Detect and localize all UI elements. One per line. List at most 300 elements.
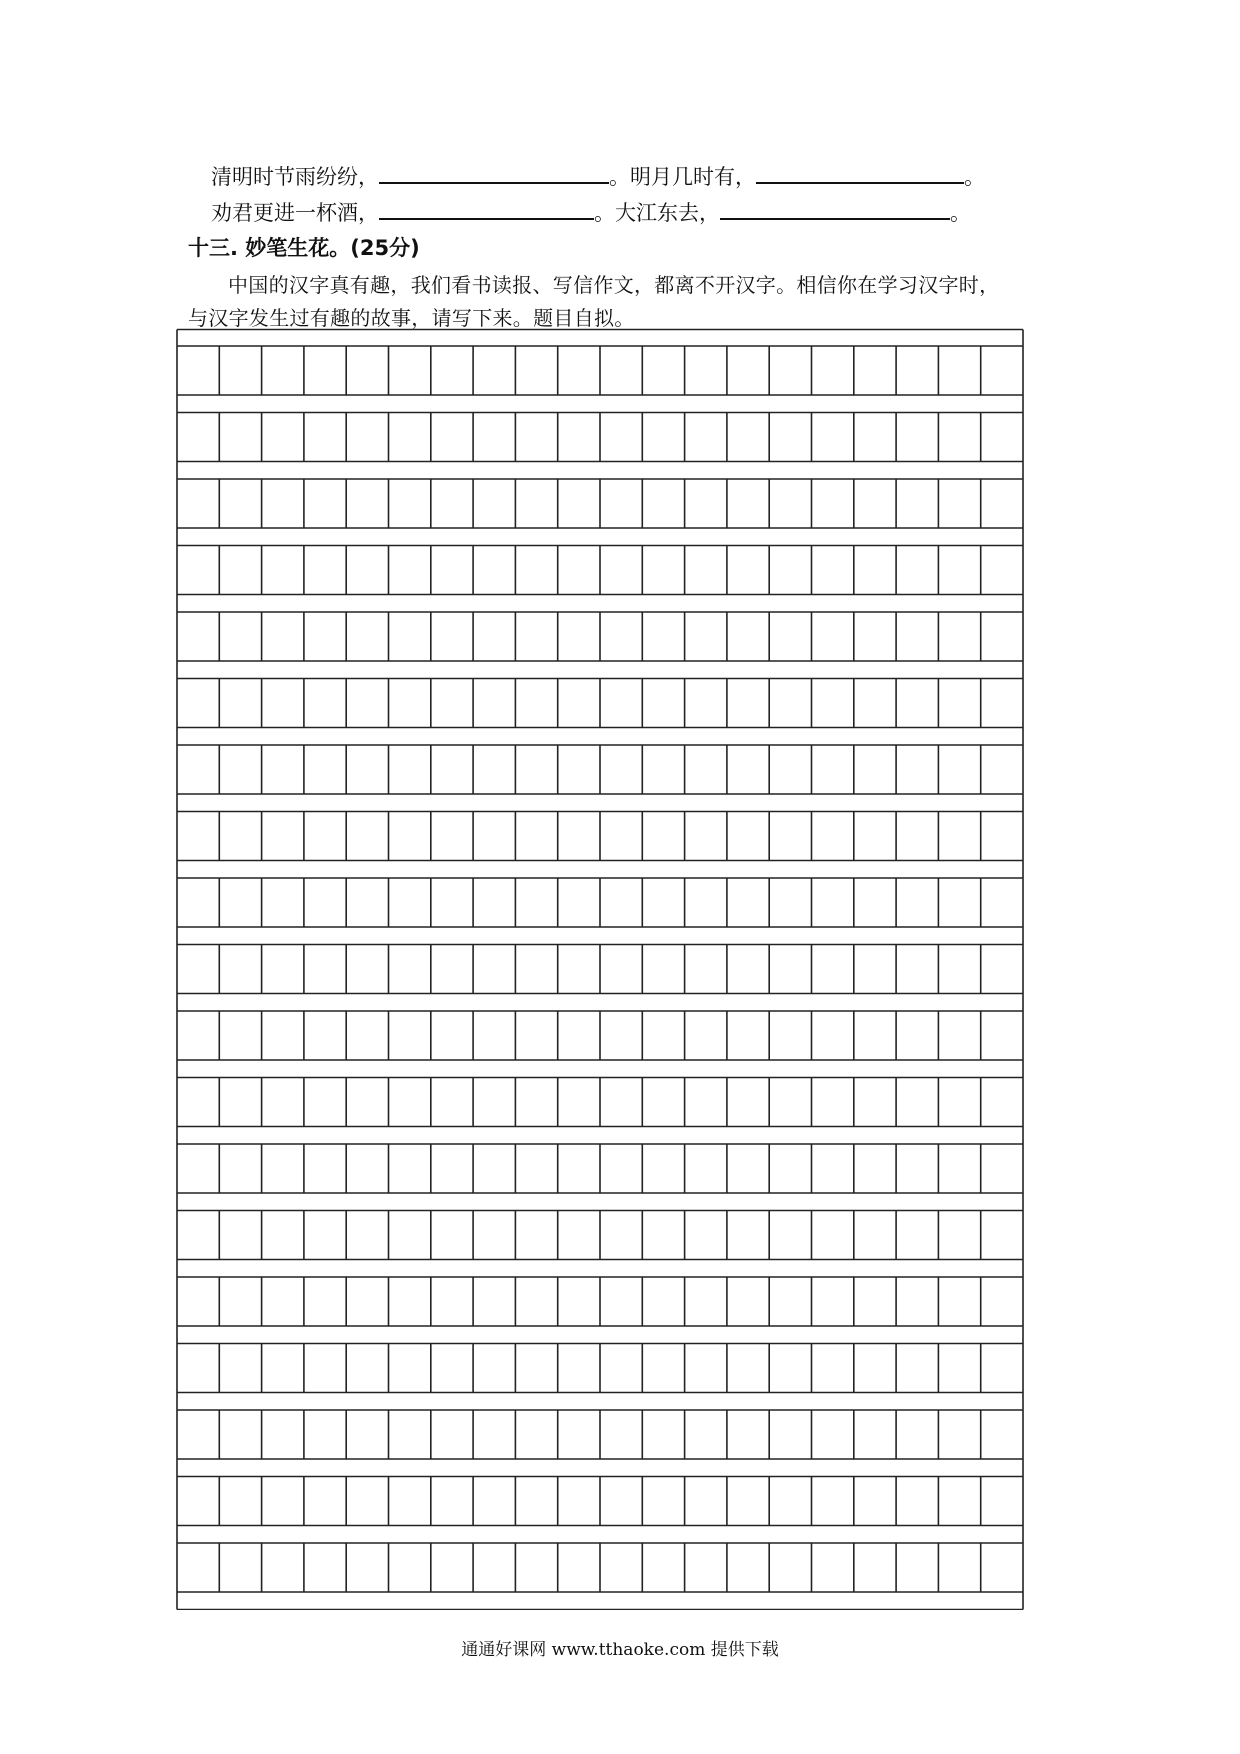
grid-cell[interactable] [558, 546, 600, 595]
grid-cell[interactable] [769, 1477, 811, 1526]
grid-cell[interactable] [642, 745, 684, 794]
grid-cell[interactable] [304, 1344, 346, 1393]
grid-cell[interactable] [431, 1344, 473, 1393]
grid-cell[interactable] [981, 1543, 1023, 1592]
grid-cell[interactable] [431, 413, 473, 462]
grid-cell[interactable] [685, 1477, 727, 1526]
grid-cell[interactable] [304, 1277, 346, 1326]
grid-cell[interactable] [938, 413, 980, 462]
grid-cell[interactable] [896, 1144, 938, 1193]
grid-cell[interactable] [854, 1211, 896, 1260]
grid-cell[interactable] [515, 745, 557, 794]
grid-cell[interactable] [304, 546, 346, 595]
grid-cell[interactable] [854, 546, 896, 595]
grid-cell[interactable] [854, 413, 896, 462]
grid-cell[interactable] [727, 745, 769, 794]
grid-cell[interactable] [558, 878, 600, 927]
grid-cell[interactable] [854, 945, 896, 994]
grid-cell[interactable] [219, 612, 261, 661]
grid-cell[interactable] [431, 346, 473, 395]
grid-cell[interactable] [685, 1410, 727, 1459]
grid-cell[interactable] [769, 1211, 811, 1260]
grid-cell[interactable] [473, 1078, 515, 1127]
grid-cell[interactable] [769, 679, 811, 728]
grid-cell[interactable] [515, 346, 557, 395]
grid-cell[interactable] [389, 346, 431, 395]
grid-cell[interactable] [473, 945, 515, 994]
grid-cell[interactable] [896, 945, 938, 994]
grid-cell[interactable] [262, 812, 304, 861]
grid-cell[interactable] [219, 1078, 261, 1127]
grid-cell[interactable] [600, 1277, 642, 1326]
grid-cell[interactable] [558, 1477, 600, 1526]
grid-cell[interactable] [769, 413, 811, 462]
grid-cell[interactable] [473, 878, 515, 927]
grid-cell[interactable] [727, 1144, 769, 1193]
grid-cell[interactable] [896, 679, 938, 728]
grid-cell[interactable] [854, 745, 896, 794]
grid-cell[interactable] [515, 546, 557, 595]
grid-cell[interactable] [389, 812, 431, 861]
grid-cell[interactable] [219, 945, 261, 994]
grid-cell[interactable] [685, 1344, 727, 1393]
grid-cell[interactable] [600, 479, 642, 528]
poem-blank-2[interactable] [756, 164, 964, 184]
grid-cell[interactable] [473, 812, 515, 861]
grid-cell[interactable] [685, 546, 727, 595]
grid-cell[interactable] [981, 1477, 1023, 1526]
grid-cell[interactable] [304, 1477, 346, 1526]
grid-cell[interactable] [600, 346, 642, 395]
grid-cell[interactable] [346, 1543, 388, 1592]
grid-cell[interactable] [727, 346, 769, 395]
grid-cell[interactable] [685, 479, 727, 528]
grid-cell[interactable] [558, 1410, 600, 1459]
grid-cell[interactable] [769, 745, 811, 794]
grid-cell[interactable] [262, 1543, 304, 1592]
grid-cell[interactable] [431, 1011, 473, 1060]
grid-cell[interactable] [938, 945, 980, 994]
grid-cell[interactable] [431, 1543, 473, 1592]
grid-cell[interactable] [769, 945, 811, 994]
grid-cell[interactable] [515, 679, 557, 728]
grid-cell[interactable] [219, 812, 261, 861]
grid-cell[interactable] [600, 1078, 642, 1127]
grid-cell[interactable] [346, 479, 388, 528]
grid-cell[interactable] [177, 1477, 219, 1526]
grid-cell[interactable] [431, 479, 473, 528]
grid-cell[interactable] [812, 1410, 854, 1459]
grid-cell[interactable] [812, 479, 854, 528]
grid-cell[interactable] [389, 1078, 431, 1127]
grid-cell[interactable] [177, 679, 219, 728]
grid-cell[interactable] [473, 745, 515, 794]
grid-cell[interactable] [515, 945, 557, 994]
grid-cell[interactable] [896, 346, 938, 395]
grid-cell[interactable] [727, 546, 769, 595]
grid-cell[interactable] [642, 1543, 684, 1592]
grid-cell[interactable] [346, 1477, 388, 1526]
grid-cell[interactable] [219, 1144, 261, 1193]
grid-cell[interactable] [938, 1078, 980, 1127]
grid-cell[interactable] [515, 1078, 557, 1127]
grid-cell[interactable] [177, 878, 219, 927]
grid-cell[interactable] [177, 1543, 219, 1592]
grid-cell[interactable] [727, 1477, 769, 1526]
grid-cell[interactable] [938, 1211, 980, 1260]
grid-cell[interactable] [642, 1344, 684, 1393]
grid-cell[interactable] [346, 1344, 388, 1393]
grid-cell[interactable] [431, 745, 473, 794]
grid-cell[interactable] [177, 479, 219, 528]
grid-cell[interactable] [685, 945, 727, 994]
grid-cell[interactable] [262, 546, 304, 595]
grid-cell[interactable] [812, 679, 854, 728]
grid-cell[interactable] [177, 1011, 219, 1060]
grid-cell[interactable] [515, 612, 557, 661]
grid-cell[interactable] [812, 1078, 854, 1127]
grid-cell[interactable] [981, 1011, 1023, 1060]
grid-cell[interactable] [389, 1344, 431, 1393]
grid-cell[interactable] [685, 679, 727, 728]
grid-cell[interactable] [558, 1011, 600, 1060]
grid-cell[interactable] [769, 546, 811, 595]
grid-cell[interactable] [219, 546, 261, 595]
grid-cell[interactable] [473, 1344, 515, 1393]
grid-cell[interactable] [769, 1543, 811, 1592]
grid-cell[interactable] [854, 679, 896, 728]
grid-cell[interactable] [642, 1011, 684, 1060]
grid-cell[interactable] [177, 945, 219, 994]
grid-cell[interactable] [558, 346, 600, 395]
grid-cell[interactable] [304, 413, 346, 462]
grid-cell[interactable] [642, 679, 684, 728]
grid-cell[interactable] [600, 1543, 642, 1592]
grid-cell[interactable] [473, 346, 515, 395]
grid-cell[interactable] [854, 1277, 896, 1326]
grid-cell[interactable] [304, 1144, 346, 1193]
grid-cell[interactable] [727, 679, 769, 728]
grid-cell[interactable] [981, 1211, 1023, 1260]
grid-cell[interactable] [812, 1344, 854, 1393]
grid-cell[interactable] [558, 1543, 600, 1592]
grid-cell[interactable] [346, 1144, 388, 1193]
grid-cell[interactable] [769, 1344, 811, 1393]
grid-cell[interactable] [304, 1211, 346, 1260]
grid-cell[interactable] [515, 1211, 557, 1260]
grid-cell[interactable] [558, 413, 600, 462]
grid-cell[interactable] [642, 612, 684, 661]
grid-cell[interactable] [896, 878, 938, 927]
grid-cell[interactable] [854, 1410, 896, 1459]
grid-cell[interactable] [177, 346, 219, 395]
grid-cell[interactable] [769, 346, 811, 395]
grid-cell[interactable] [938, 346, 980, 395]
grid-cell[interactable] [473, 546, 515, 595]
grid-cell[interactable] [812, 812, 854, 861]
grid-cell[interactable] [981, 1410, 1023, 1459]
grid-cell[interactable] [515, 479, 557, 528]
grid-cell[interactable] [558, 479, 600, 528]
grid-cell[interactable] [896, 1011, 938, 1060]
grid-cell[interactable] [642, 479, 684, 528]
grid-cell[interactable] [304, 679, 346, 728]
grid-cell[interactable] [177, 612, 219, 661]
grid-cell[interactable] [600, 612, 642, 661]
grid-cell[interactable] [558, 679, 600, 728]
grid-cell[interactable] [473, 1477, 515, 1526]
grid-cell[interactable] [346, 546, 388, 595]
grid-cell[interactable] [262, 1011, 304, 1060]
grid-cell[interactable] [473, 1543, 515, 1592]
grid-cell[interactable] [685, 1277, 727, 1326]
grid-cell[interactable] [600, 1011, 642, 1060]
grid-cell[interactable] [642, 878, 684, 927]
grid-cell[interactable] [685, 1543, 727, 1592]
poem-blank-3[interactable] [379, 200, 594, 220]
grid-cell[interactable] [219, 1410, 261, 1459]
grid-cell[interactable] [685, 413, 727, 462]
grid-cell[interactable] [177, 413, 219, 462]
grid-cell[interactable] [262, 1144, 304, 1193]
grid-cell[interactable] [177, 1211, 219, 1260]
grid-cell[interactable] [938, 679, 980, 728]
grid-cell[interactable] [558, 612, 600, 661]
grid-cell[interactable] [219, 679, 261, 728]
grid-cell[interactable] [812, 1144, 854, 1193]
grid-cell[interactable] [262, 612, 304, 661]
grid-cell[interactable] [262, 1211, 304, 1260]
grid-cell[interactable] [812, 546, 854, 595]
grid-cell[interactable] [177, 1344, 219, 1393]
grid-cell[interactable] [938, 1410, 980, 1459]
grid-cell[interactable] [389, 1011, 431, 1060]
grid-cell[interactable] [346, 679, 388, 728]
grid-cell[interactable] [558, 745, 600, 794]
grid-cell[interactable] [727, 812, 769, 861]
grid-cell[interactable] [981, 878, 1023, 927]
grid-cell[interactable] [812, 612, 854, 661]
grid-cell[interactable] [473, 479, 515, 528]
poem-blank-4[interactable] [720, 200, 950, 220]
grid-cell[interactable] [304, 346, 346, 395]
grid-cell[interactable] [473, 1211, 515, 1260]
grid-cell[interactable] [642, 1144, 684, 1193]
grid-cell[interactable] [896, 1344, 938, 1393]
grid-cell[interactable] [854, 1477, 896, 1526]
grid-cell[interactable] [600, 1477, 642, 1526]
grid-cell[interactable] [981, 346, 1023, 395]
grid-cell[interactable] [262, 1410, 304, 1459]
grid-cell[interactable] [727, 1543, 769, 1592]
grid-cell[interactable] [854, 1011, 896, 1060]
grid-cell[interactable] [727, 1211, 769, 1260]
grid-cell[interactable] [431, 679, 473, 728]
grid-cell[interactable] [600, 1144, 642, 1193]
grid-cell[interactable] [431, 1078, 473, 1127]
grid-cell[interactable] [896, 546, 938, 595]
grid-cell[interactable] [896, 612, 938, 661]
grid-cell[interactable] [600, 679, 642, 728]
grid-cell[interactable] [981, 679, 1023, 728]
grid-cell[interactable] [389, 1410, 431, 1459]
grid-cell[interactable] [727, 878, 769, 927]
grid-cell[interactable] [685, 1211, 727, 1260]
grid-cell[interactable] [431, 1144, 473, 1193]
grid-cell[interactable] [727, 945, 769, 994]
grid-cell[interactable] [262, 346, 304, 395]
grid-cell[interactable] [219, 1277, 261, 1326]
grid-cell[interactable] [685, 1011, 727, 1060]
grid-cell[interactable] [389, 413, 431, 462]
grid-cell[interactable] [854, 812, 896, 861]
grid-cell[interactable] [473, 413, 515, 462]
grid-cell[interactable] [981, 1144, 1023, 1193]
grid-cell[interactable] [896, 413, 938, 462]
grid-cell[interactable] [219, 878, 261, 927]
grid-cell[interactable] [938, 1011, 980, 1060]
grid-cell[interactable] [938, 1344, 980, 1393]
grid-cell[interactable] [896, 812, 938, 861]
grid-cell[interactable] [812, 1277, 854, 1326]
grid-cell[interactable] [262, 413, 304, 462]
grid-cell[interactable] [896, 1543, 938, 1592]
grid-cell[interactable] [600, 546, 642, 595]
grid-cell[interactable] [558, 1344, 600, 1393]
grid-cell[interactable] [346, 413, 388, 462]
grid-cell[interactable] [727, 479, 769, 528]
writing-grid[interactable] [176, 327, 1024, 1610]
grid-cell[interactable] [642, 546, 684, 595]
grid-cell[interactable] [812, 1543, 854, 1592]
grid-cell[interactable] [812, 1211, 854, 1260]
grid-cell[interactable] [515, 413, 557, 462]
grid-cell[interactable] [896, 1477, 938, 1526]
grid-cell[interactable] [431, 546, 473, 595]
grid-cell[interactable] [431, 1211, 473, 1260]
grid-cell[interactable] [389, 612, 431, 661]
grid-cell[interactable] [177, 1144, 219, 1193]
grid-cell[interactable] [642, 945, 684, 994]
grid-cell[interactable] [262, 1078, 304, 1127]
grid-cell[interactable] [346, 812, 388, 861]
grid-cell[interactable] [262, 945, 304, 994]
grid-cell[interactable] [685, 346, 727, 395]
grid-cell[interactable] [896, 1211, 938, 1260]
grid-cell[interactable] [642, 1277, 684, 1326]
grid-cell[interactable] [600, 413, 642, 462]
grid-cell[interactable] [177, 1277, 219, 1326]
grid-cell[interactable] [769, 812, 811, 861]
grid-cell[interactable] [304, 945, 346, 994]
grid-cell[interactable] [389, 1477, 431, 1526]
grid-cell[interactable] [304, 812, 346, 861]
grid-cell[interactable] [769, 479, 811, 528]
grid-cell[interactable] [854, 1144, 896, 1193]
grid-cell[interactable] [219, 1543, 261, 1592]
grid-cell[interactable] [896, 1277, 938, 1326]
grid-cell[interactable] [769, 1144, 811, 1193]
grid-cell[interactable] [473, 1144, 515, 1193]
grid-cell[interactable] [346, 1011, 388, 1060]
grid-cell[interactable] [600, 745, 642, 794]
grid-cell[interactable] [346, 945, 388, 994]
grid-cell[interactable] [938, 1477, 980, 1526]
grid-cell[interactable] [389, 1211, 431, 1260]
grid-cell[interactable] [473, 679, 515, 728]
grid-cell[interactable] [304, 1410, 346, 1459]
grid-cell[interactable] [854, 479, 896, 528]
grid-cell[interactable] [685, 1078, 727, 1127]
grid-cell[interactable] [981, 1277, 1023, 1326]
grid-cell[interactable] [515, 812, 557, 861]
grid-cell[interactable] [219, 1211, 261, 1260]
grid-cell[interactable] [600, 1410, 642, 1459]
grid-cell[interactable] [177, 546, 219, 595]
grid-cell[interactable] [389, 1543, 431, 1592]
grid-cell[interactable] [389, 679, 431, 728]
grid-cell[interactable] [304, 745, 346, 794]
grid-cell[interactable] [854, 346, 896, 395]
grid-cell[interactable] [262, 1344, 304, 1393]
grid-cell[interactable] [431, 1410, 473, 1459]
grid-cell[interactable] [219, 745, 261, 794]
grid-cell[interactable] [812, 346, 854, 395]
grid-cell[interactable] [262, 679, 304, 728]
grid-cell[interactable] [854, 1543, 896, 1592]
grid-cell[interactable] [685, 1144, 727, 1193]
grid-cell[interactable] [896, 745, 938, 794]
grid-cell[interactable] [981, 812, 1023, 861]
grid-cell[interactable] [177, 1078, 219, 1127]
grid-cell[interactable] [981, 479, 1023, 528]
grid-cell[interactable] [431, 1277, 473, 1326]
grid-cell[interactable] [896, 1410, 938, 1459]
grid-cell[interactable] [685, 612, 727, 661]
grid-cell[interactable] [346, 612, 388, 661]
grid-cell[interactable] [981, 1078, 1023, 1127]
grid-cell[interactable] [727, 1078, 769, 1127]
grid-cell[interactable] [642, 1211, 684, 1260]
grid-cell[interactable] [473, 1277, 515, 1326]
grid-cell[interactable] [262, 479, 304, 528]
grid-cell[interactable] [219, 413, 261, 462]
grid-cell[interactable] [262, 1277, 304, 1326]
grid-cell[interactable] [389, 745, 431, 794]
grid-cell[interactable] [177, 745, 219, 794]
grid-cell[interactable] [304, 479, 346, 528]
grid-cell[interactable] [981, 612, 1023, 661]
grid-cell[interactable] [981, 413, 1023, 462]
grid-cell[interactable] [346, 745, 388, 794]
grid-cell[interactable] [727, 1410, 769, 1459]
grid-cell[interactable] [389, 878, 431, 927]
grid-cell[interactable] [304, 1543, 346, 1592]
grid-cell[interactable] [515, 1144, 557, 1193]
grid-cell[interactable] [812, 745, 854, 794]
grid-cell[interactable] [431, 945, 473, 994]
grid-cell[interactable] [685, 878, 727, 927]
grid-cell[interactable] [896, 1078, 938, 1127]
grid-cell[interactable] [727, 612, 769, 661]
grid-cell[interactable] [981, 546, 1023, 595]
grid-cell[interactable] [854, 612, 896, 661]
grid-cell[interactable] [854, 878, 896, 927]
grid-cell[interactable] [558, 1144, 600, 1193]
grid-cell[interactable] [346, 1078, 388, 1127]
grid-cell[interactable] [642, 1078, 684, 1127]
grid-cell[interactable] [600, 878, 642, 927]
